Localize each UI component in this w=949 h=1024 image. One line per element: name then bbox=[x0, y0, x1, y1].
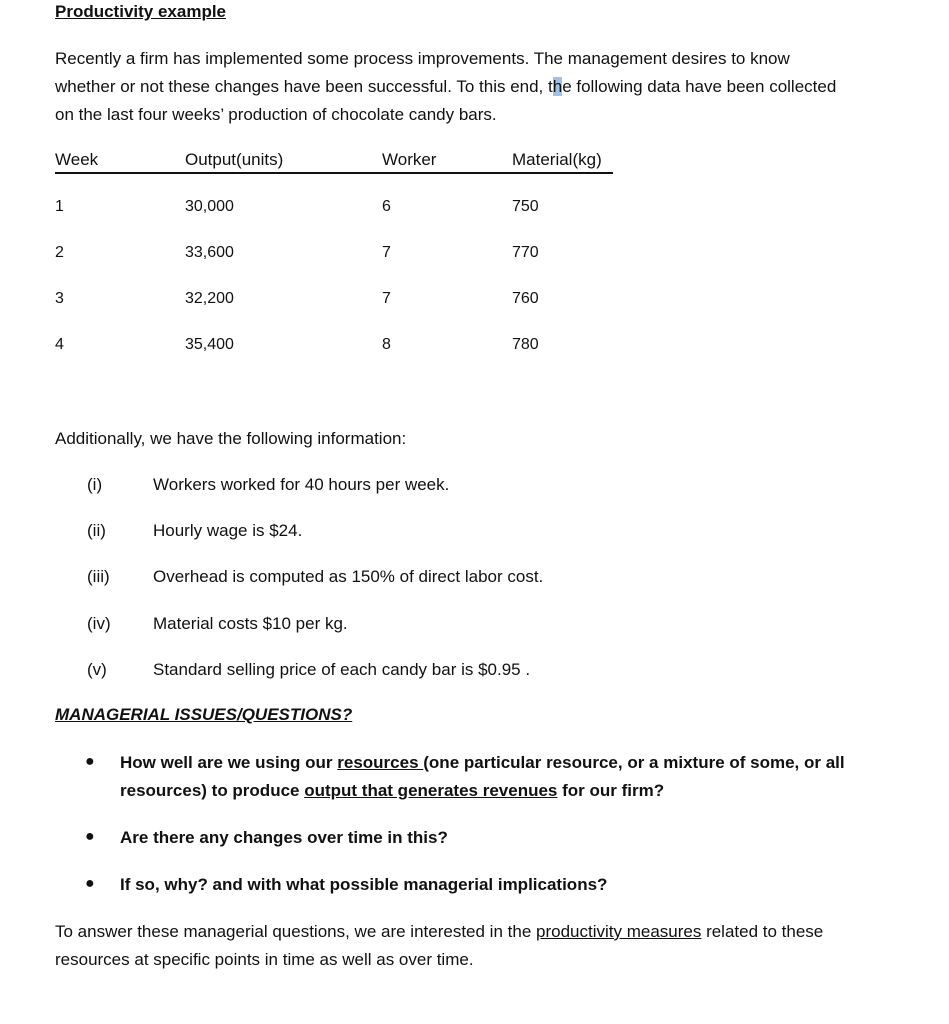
column-header-week: Week bbox=[55, 150, 99, 169]
cell-worker: 8 bbox=[382, 336, 391, 353]
cell-worker: 7 bbox=[382, 290, 391, 307]
cell-material: 750 bbox=[512, 198, 539, 215]
bullet-icon: ● bbox=[85, 753, 95, 770]
header-underline bbox=[55, 172, 613, 174]
conclusion-text: related to these bbox=[701, 922, 824, 941]
intro-text: whether or not these changes have been successful. To this end, t bbox=[55, 77, 553, 96]
info-text: Material costs $10 per kg. bbox=[153, 614, 348, 633]
info-marker: (iv) bbox=[87, 614, 111, 633]
info-marker: (v) bbox=[87, 660, 107, 679]
info-text: Workers worked for 40 hours per week. bbox=[153, 475, 450, 494]
info-text: Hourly wage is $24. bbox=[153, 521, 303, 540]
underlined-term: resources bbox=[337, 753, 424, 772]
cell-week: 4 bbox=[55, 336, 64, 353]
question-1-line-1 bbox=[120, 749, 845, 777]
managerial-heading: MANAGERIAL ISSUES/QUESTIONS? bbox=[55, 705, 353, 724]
bullet-icon: ● bbox=[85, 875, 95, 892]
intro-line-3: on the last four weeks’ production of chocolate candy bars. bbox=[55, 105, 497, 124]
text-selection-highlight: h bbox=[552, 77, 563, 96]
cell-output: 33,600 bbox=[185, 244, 234, 261]
underlined-term: output that generates revenues bbox=[304, 781, 558, 800]
cell-material: 770 bbox=[512, 244, 539, 261]
question-text: resources) to produce bbox=[120, 781, 305, 800]
question-text: for our firm? bbox=[557, 781, 665, 800]
cell-material: 780 bbox=[512, 336, 539, 353]
conclusion-line-2: resources at specific points in time as well as over time. bbox=[55, 950, 474, 969]
cell-output: 30,000 bbox=[185, 198, 234, 215]
cell-output: 32,200 bbox=[185, 290, 234, 307]
cell-worker: 6 bbox=[382, 198, 391, 215]
intro-line-2 bbox=[55, 73, 836, 101]
question-text: (one particular resource, or a mixture of some, or all bbox=[423, 753, 845, 772]
info-text: Standard selling price of each candy bar is $0.95 . bbox=[153, 660, 531, 679]
info-marker: (ii) bbox=[87, 521, 106, 540]
info-marker: (i) bbox=[87, 475, 103, 494]
cell-week: 1 bbox=[55, 198, 64, 215]
cell-week: 2 bbox=[55, 244, 64, 261]
question-text: How well are we using our bbox=[120, 753, 338, 772]
cell-output: 35,400 bbox=[185, 336, 234, 353]
bullet-icon: ● bbox=[85, 828, 95, 845]
column-header-material: Material(kg) bbox=[512, 150, 602, 169]
cell-worker: 7 bbox=[382, 244, 391, 261]
column-header-worker: Worker bbox=[382, 150, 437, 169]
column-header-output: Output(units) bbox=[185, 150, 284, 169]
question-2: Are there any changes over time in this? bbox=[120, 828, 448, 847]
page-title: Productivity example bbox=[55, 2, 227, 21]
cell-week: 3 bbox=[55, 290, 64, 307]
conclusion-text: To answer these managerial questions, we are interested in the bbox=[55, 922, 536, 941]
cell-material: 760 bbox=[512, 290, 539, 307]
question-3: If so, why? and with what possible managerial implications? bbox=[120, 875, 608, 894]
intro-text: e following data have been collected bbox=[562, 77, 837, 96]
question-1-line-2 bbox=[120, 777, 664, 805]
intro-line-1: Recently a firm has implemented some process improvements. The management desires to know bbox=[55, 49, 790, 68]
info-text: Overhead is computed as 150% of direct labor cost. bbox=[153, 567, 544, 586]
conclusion-line-1 bbox=[55, 918, 823, 946]
additional-info-heading: Additionally, we have the following information: bbox=[55, 429, 407, 448]
underlined-term: productivity measures bbox=[536, 922, 702, 941]
info-marker: (iii) bbox=[87, 567, 110, 586]
